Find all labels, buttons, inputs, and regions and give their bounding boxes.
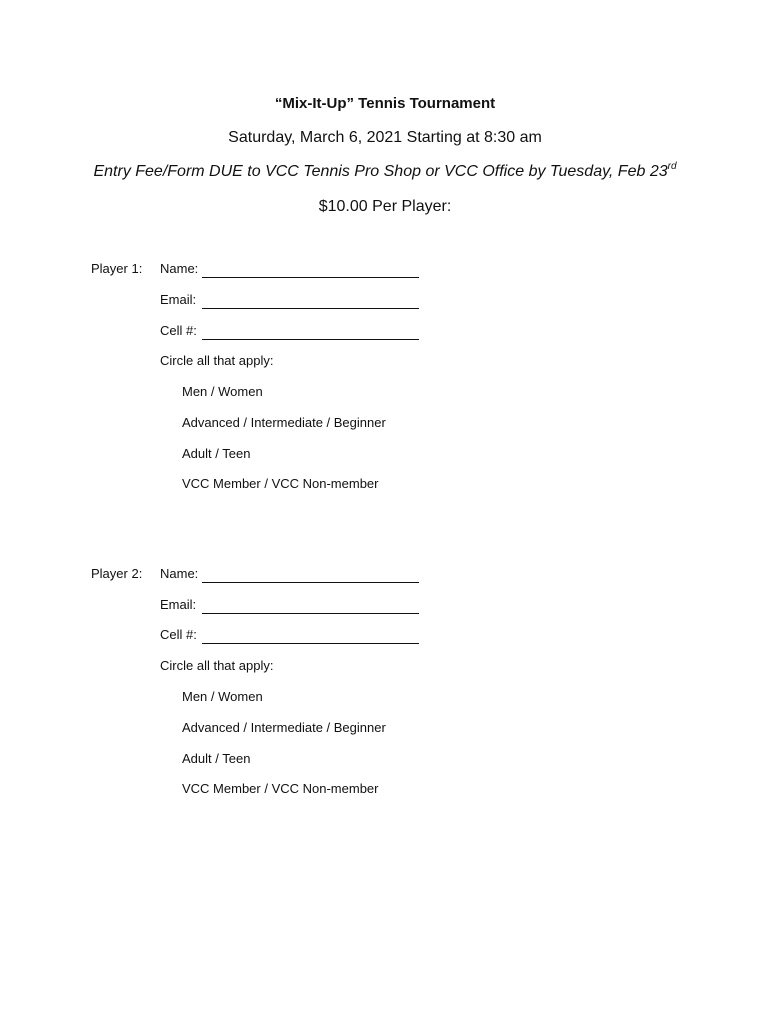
name-blank-line[interactable] [202,582,419,583]
player-2-email-field[interactable] [160,597,196,615]
player-2-age-option[interactable]: Adult / Teen [182,751,251,766]
player-2-membership-option[interactable]: VCC Member / VCC Non-member [182,781,379,796]
player-1-cell-field[interactable] [160,323,197,341]
page-title: “Mix-It-Up” Tennis Tournament [274,95,496,112]
cell-blank-line[interactable] [202,643,419,644]
player-1-gender-option[interactable]: Men / Women [182,384,263,399]
cell-label: Cell #: [160,323,197,338]
name-blank-line[interactable] [202,277,419,278]
name-label: Name: [160,261,199,276]
email-blank-line[interactable] [202,613,419,614]
player-2-level-option[interactable]: Advanced / Intermediate / Beginner [182,720,386,735]
due-notice [0,163,770,181]
due-ordinal-suffix: rd [667,161,677,172]
player-1-age-option[interactable]: Adult / Teen [182,446,251,461]
name-label: Name: [160,566,199,581]
cell-label: Cell #: [160,627,197,642]
player-1-label: Player 1: [91,261,143,276]
player-1-level-option[interactable]: Advanced / Intermediate / Beginner [182,415,386,430]
cell-blank-line[interactable] [202,339,419,340]
player-1-membership-option[interactable]: VCC Member / VCC Non-member [182,476,379,491]
player-1-email-field[interactable] [160,292,196,310]
player-2-circle-instruction: Circle all that apply: [160,658,274,673]
player-2-cell-field[interactable] [160,627,197,645]
event-date: Saturday, March 6, 2021 Starting at 8:30 am [228,129,542,146]
due-text: Entry Fee/Form DUE to VCC Tennis Pro Shop or VCC Office by Tuesday, Feb 23 [93,163,668,180]
player-2-label: Player 2: [91,566,143,581]
player-2-gender-option[interactable]: Men / Women [182,689,263,704]
player-1-circle-instruction: Circle all that apply: [160,353,274,368]
entry-fee: $10.00 Per Player: [318,198,452,215]
email-blank-line[interactable] [202,308,419,309]
player-2-name-field[interactable] [160,566,198,584]
email-label: Email: [160,597,197,612]
email-label: Email: [160,292,197,307]
player-1-name-field[interactable] [160,261,198,279]
